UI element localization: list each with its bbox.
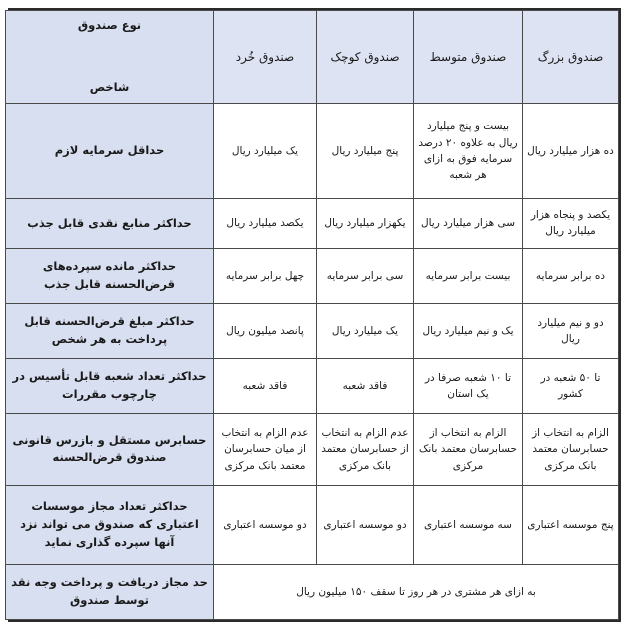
column-header-fund-micro-label: صندوق خُرد [235,49,295,64]
cell-min-capital-micro: یک میلیارد ریال [214,104,317,199]
cell-auditor-medium: الزام به انتخاب از حسابرسان معتمد بانک مرکزی [414,413,523,486]
cell-auditor-micro: عدم الزام به انتخاب از میان حسابرسان معتمد بانک مرکزی [214,413,317,486]
cell-max-qarz-deposit-micro: چهل برابر سرمایه [214,249,317,304]
cell-max-qarz-deposit-small: سی برابر سرمایه [317,249,414,304]
column-header-index-stack [10,13,209,101]
table-row [6,413,619,486]
cell-auditor-small: عدم الزام به انتخاب از حسابرسان معتمد بانک مرکزی [317,413,414,486]
column-header-fund-small [317,11,414,104]
cell-auditor-large: الزام به انتخاب از حسابرسان معتمد بانک مرکزی [523,413,619,486]
cell-max-credit-institutions-large: پنج موسسه اعتباری [523,486,619,565]
table-body [6,11,619,620]
table-row-merged [6,565,619,620]
table-row [6,104,619,199]
column-header-fund-large [523,11,619,104]
table-row [6,249,619,304]
fund-comparison-table [5,10,619,620]
cell-cash-limit-all-funds: به ازای هر مشتری در هر روز تا سقف ۱۵۰ میلیون ریال [214,565,619,620]
column-header-index [6,11,214,104]
cell-max-branches-small: فاقد شعبه [317,358,414,413]
cell-max-cash-resources-medium: سی هزار میلیارد ریال [414,198,523,249]
column-header-fund-medium-label: صندوق متوسط [429,49,507,64]
table-row [6,304,619,359]
cell-max-loan-per-person-micro: پانصد میلیون ریال [214,304,317,359]
table-row [6,358,619,413]
cell-max-branches-medium: تا ۱۰ شعبه صرفا در یک استان [414,358,523,413]
row-label-max-loan-per-person: حداکثر مبلغ قرض‌الحسنه قابل پرداخت به هر شخص [6,304,214,359]
cell-max-credit-institutions-micro: دو موسسه اعتباری [214,486,317,565]
fund-comparison-table-container [8,8,621,622]
cell-max-cash-resources-large: یکصد و پنجاه هزار میلیارد ریال [523,198,619,249]
cell-max-loan-per-person-large: دو و نیم میلیارد ریال [523,304,619,359]
cell-max-credit-institutions-small: دو موسسه اعتباری [317,486,414,565]
row-label-auditor: حسابرس مستقل و بازرس قانونی صندوق قرض‌الحسنه [6,413,214,486]
row-label-max-cash-resources: حداکثر منابع نقدی قابل جذب [6,198,214,249]
cell-max-loan-per-person-small: یک میلیارد ریال [317,304,414,359]
cell-min-capital-large: ده هزار میلیارد ریال [523,104,619,199]
column-header-fund-type-label: نوع صندوق [77,18,142,32]
cell-max-credit-institutions-medium: سه موسسه اعتباری [414,486,523,565]
table-row [6,198,619,249]
cell-max-branches-micro: فاقد شعبه [214,358,317,413]
cell-max-loan-per-person-medium: یک و نیم میلیارد ریال [414,304,523,359]
row-label-cash-limit: حد مجاز دریافت و پرداخت وجه نقد توسط صندوق [6,565,214,620]
cell-max-cash-resources-micro: یکصد میلیارد ریال [214,198,317,249]
column-header-metric-label: شاخص [89,80,130,95]
column-header-fund-small-label: صندوق کوچک [330,49,400,64]
column-header-fund-large-label: صندوق بزرگ [537,49,604,64]
column-header-fund-micro [214,11,317,104]
row-label-max-credit-institutions: حداکثر تعداد مجاز موسسات اعتباری که صندوق می تواند نزد آنها سپرده گذاری نماید [6,486,214,565]
table-row [6,486,619,565]
cell-max-branches-large: تا ۵۰ شعبه در کشور [523,358,619,413]
cell-max-qarz-deposit-medium: بیست برابر سرمایه [414,249,523,304]
cell-max-cash-resources-small: یکهزار میلیارد ریال [317,198,414,249]
row-label-max-branches: حداکثر تعداد شعبه قابل تأسیس در چارچوب مقررات [6,358,214,413]
column-header-fund-medium [414,11,523,104]
row-label-max-qarz-deposit: حداکثر مانده سپرده‌های قرض‌الحسنه قابل جذب [6,249,214,304]
row-label-min-capital: حداقل سرمایه لازم [6,104,214,199]
cell-min-capital-small: پنج میلیارد ریال [317,104,414,199]
cell-max-qarz-deposit-large: ده برابر سرمایه [523,249,619,304]
cell-min-capital-medium: بیست و پنج میلیارد ریال به علاوه ۲۰ درصد سرمایه فوق به ازای هر شعبه [414,104,523,199]
table-header-row [6,11,619,104]
